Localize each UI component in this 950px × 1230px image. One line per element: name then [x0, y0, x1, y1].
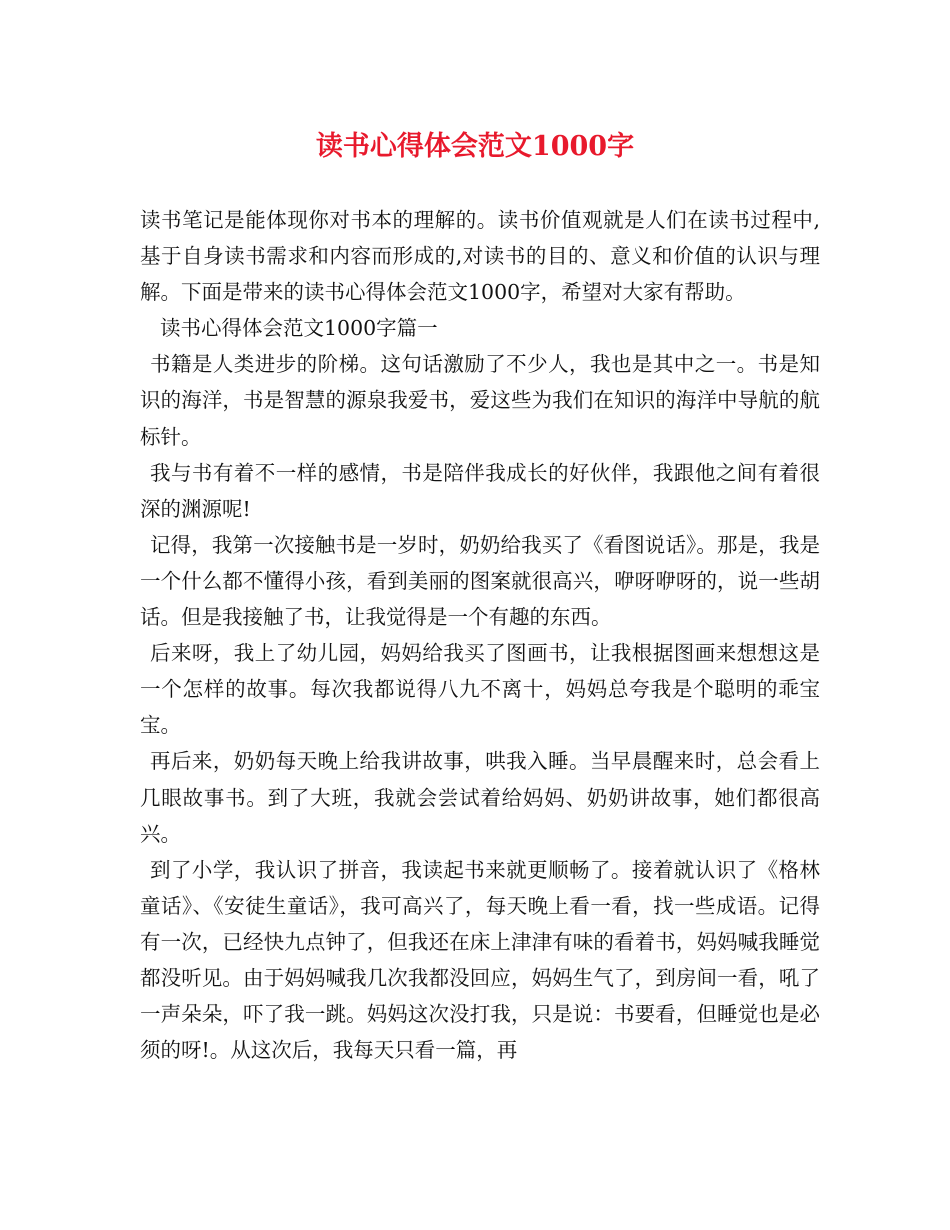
document-title: 读书心得体会范文1000字	[315, 131, 635, 162]
paragraph: 记得，我第一次接触书是一岁时，奶奶给我买了《看图说话》。那是，我是一个什么都不懂得小孩，看到美丽的图案就很高兴，咿呀咿呀的，说一些胡话。但是我接触了书，让我觉得是一个有趣的东西。	[140, 532, 820, 630]
document-body	[140, 202, 820, 1068]
paragraph: 到了小学，我认识了拼音，我读起书来就更顺畅了。接着就认识了《格林童话》、《安徒生童话》，我可高兴了，每天晚上看一看，找一些成语。记得有一次，已经快九点钟了，但我还在床上津津有味的看着书，妈妈喊我睡觉都没听见。由于妈妈喊我几次我都没回应，妈妈生气了，到房间一看，吼了一声朵朵，吓了我一跳。妈妈这次没打我，只是说：书要看，但睡觉也是必须的呀!。从这次后，我每天只看一篇，再	[140, 857, 820, 1063]
paragraph: 我与书有着不一样的感情，书是陪伴我成长的好伙伴，我跟他之间有着很深的渊源呢!	[140, 460, 820, 521]
paragraph: 后来呀，我上了幼儿园，妈妈给我买了图画书，让我根据图画来想想这是一个怎样的故事。每次我都说得八九不离十，妈妈总夸我是个聪明的乖宝宝。	[140, 641, 820, 738]
intro-paragraph: 读书笔记是能体现你对书本的理解的。读书价值观就是人们在读书过程中,基于自身读书需求和内容而形成的,对读书的目的、意义和价值的认识与理解。下面是带来的读书心得体会范文1000字，希望对大家有帮助。	[140, 208, 820, 305]
paragraph: 书籍是人类进步的阶梯。这句话激励了不少人，我也是其中之一。书是知识的海洋，书是智慧的源泉我爱书，爱这些为我们在知识的海洋中导航的航标针。	[140, 352, 820, 449]
section-heading: 读书心得体会范文1000字篇一	[160, 316, 438, 341]
paragraph: 再后来，奶奶每天晚上给我讲故事，哄我入睡。当早晨醒来时，总会看上几眼故事书。到了大班，我就会尝试着给妈妈、奶奶讲故事，她们都很高兴。	[140, 749, 820, 846]
